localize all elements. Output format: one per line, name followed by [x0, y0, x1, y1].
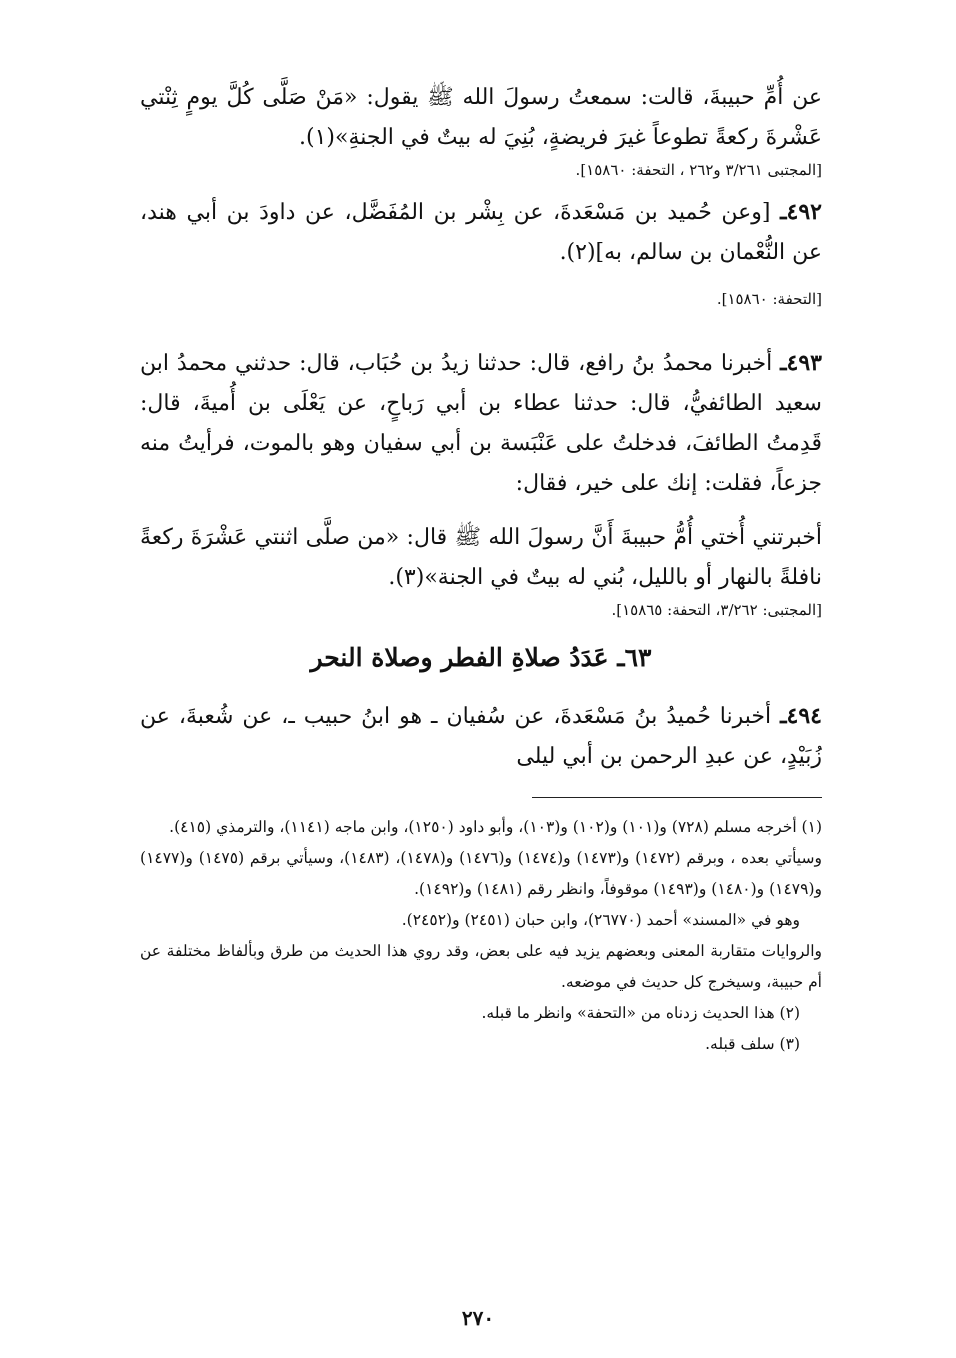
hadith-text-4: أخبرتني أُختي أُمُّ حبيبةَ أَنَّ رسولَ الله ﷺ قال: «من صلَّى اثنتي عَشْرَةَ ركعةً نافلةً بالنهار أو بالليل، بُني له بيتٌ في الجنة»(٣). [140, 525, 822, 590]
page-number: ٢٧٠ [461, 1306, 495, 1330]
reference-2: [التحفة: ١٥٨٦٠]. [716, 290, 822, 308]
footnote-3: (٣) سلف قبله. [705, 1035, 800, 1053]
footnote-separator [532, 797, 822, 798]
footnote-1-musnad: وهو في «المسند» أحمد (٢٦٧٧٠)، وابن حبان (٢٤٥١) و(٢٤٥٢). [401, 911, 800, 929]
hadith-493 [140, 343, 822, 504]
hadith-number-493: ٤٩٣ـ [780, 350, 822, 376]
footnote-1-continuation: وسيأتي بعده ، وبرقم (١٤٧٢) و(١٤٧٣) و(١٤٧٤) و(١٤٧٦) و(١٤٧٨)، (١٤٨٣)، وسيأتي برقم (١٤٧٥) و(١٤٧٧) و(١٤٧٩) و(١٤٨٠) و(١٤٩٣) موقوفاً، وانظر رقم (١٤٨١) و(١٤٩٢). [140, 849, 822, 898]
hadith-number-492: ٤٩٢ـ [780, 199, 822, 225]
hadith-494-text: أخبرنا حُميدُ بنُ مَسْعَدةَ، عن سُفيان ـ هو ابنُ حبيب ـ، عن شُعبةَ، عن زُبَيْدٍ، عن عبدِ الرحمن بن أبي ليلى [140, 704, 822, 769]
hadith-494 [140, 696, 822, 777]
hadith-number-494: ٤٩٤ـ [780, 703, 822, 729]
hadith-492-text: [وعن حُميد بن مَسْعَدةَ، عن بِشْر بن المُفَضَّل، عن داودَ بن أبي هند، عن النُّعْمان بن سالم، به](٢). [140, 200, 822, 265]
hadith-493-text: أخبرنا محمدُ بنُ رافع، قال: حدثنا زيدُ بن حُبَاب، قال: حدثني محمدُ ابن سعيد الطائفيُّ، قال: حدثنا عطاء بن أبي رَباحٍ، عن يَعْلَى بن أُميةَ، قال: قَدِمتُ الطائفَ، فدخلتُ على عَنْبَسة بن أبي سفيان وهو بالموت، فرأيتُ منه جزعاً، فقلت: إنك على خير، فقال: [140, 351, 822, 496]
hadith-492 [140, 192, 822, 273]
reference-3: [المجتبى: ٣/٢٦٢، التحفة: ١٥٨٦٥]. [611, 601, 822, 619]
section-heading: ٦٣ـ عَدَدُ صلاةِ الفطر وصلاة النحر [310, 643, 652, 672]
hadith-text-1: عن أُمِّ حبيبةَ، قالت: سمعتُ رسولَ الله ﷺ يقول: «مَنْ صَلَّى كُلَّ يومٍ ثِنْتي عَشْرةَ ركعةً تطوعاً غيرَ فريضةٍ، بُنِيَ له بيتٌ في الجنةِ»(١). [140, 85, 822, 150]
footnote-1: (١) أخرجه مسلم (٧٢٨) و(١٠١) و(١٠٢) و(١٠٣)، وأبو داود (١٢٥٠)، وابن ماجه (١١٤١)، والترمذي (٤١٥). [169, 818, 822, 836]
footnote-2: (٢) هذا الحديث زدناه من «التحفة» وانظر ما قبله. [481, 1004, 800, 1022]
reference-1: [المجتبى ٣/٢٦١ و٢٦٢ ، التحفة: ١٥٨٦٠]. [575, 161, 822, 179]
footnote-1-note: والروايات متقاربة المعنى وبعضهم يزيد فيه على بعض، وقد روي هذا الحديث من طرق وبألفاظ مختلفة عن أم حبيبة، وسيخرج كل حديث في موضعه. [140, 942, 822, 991]
